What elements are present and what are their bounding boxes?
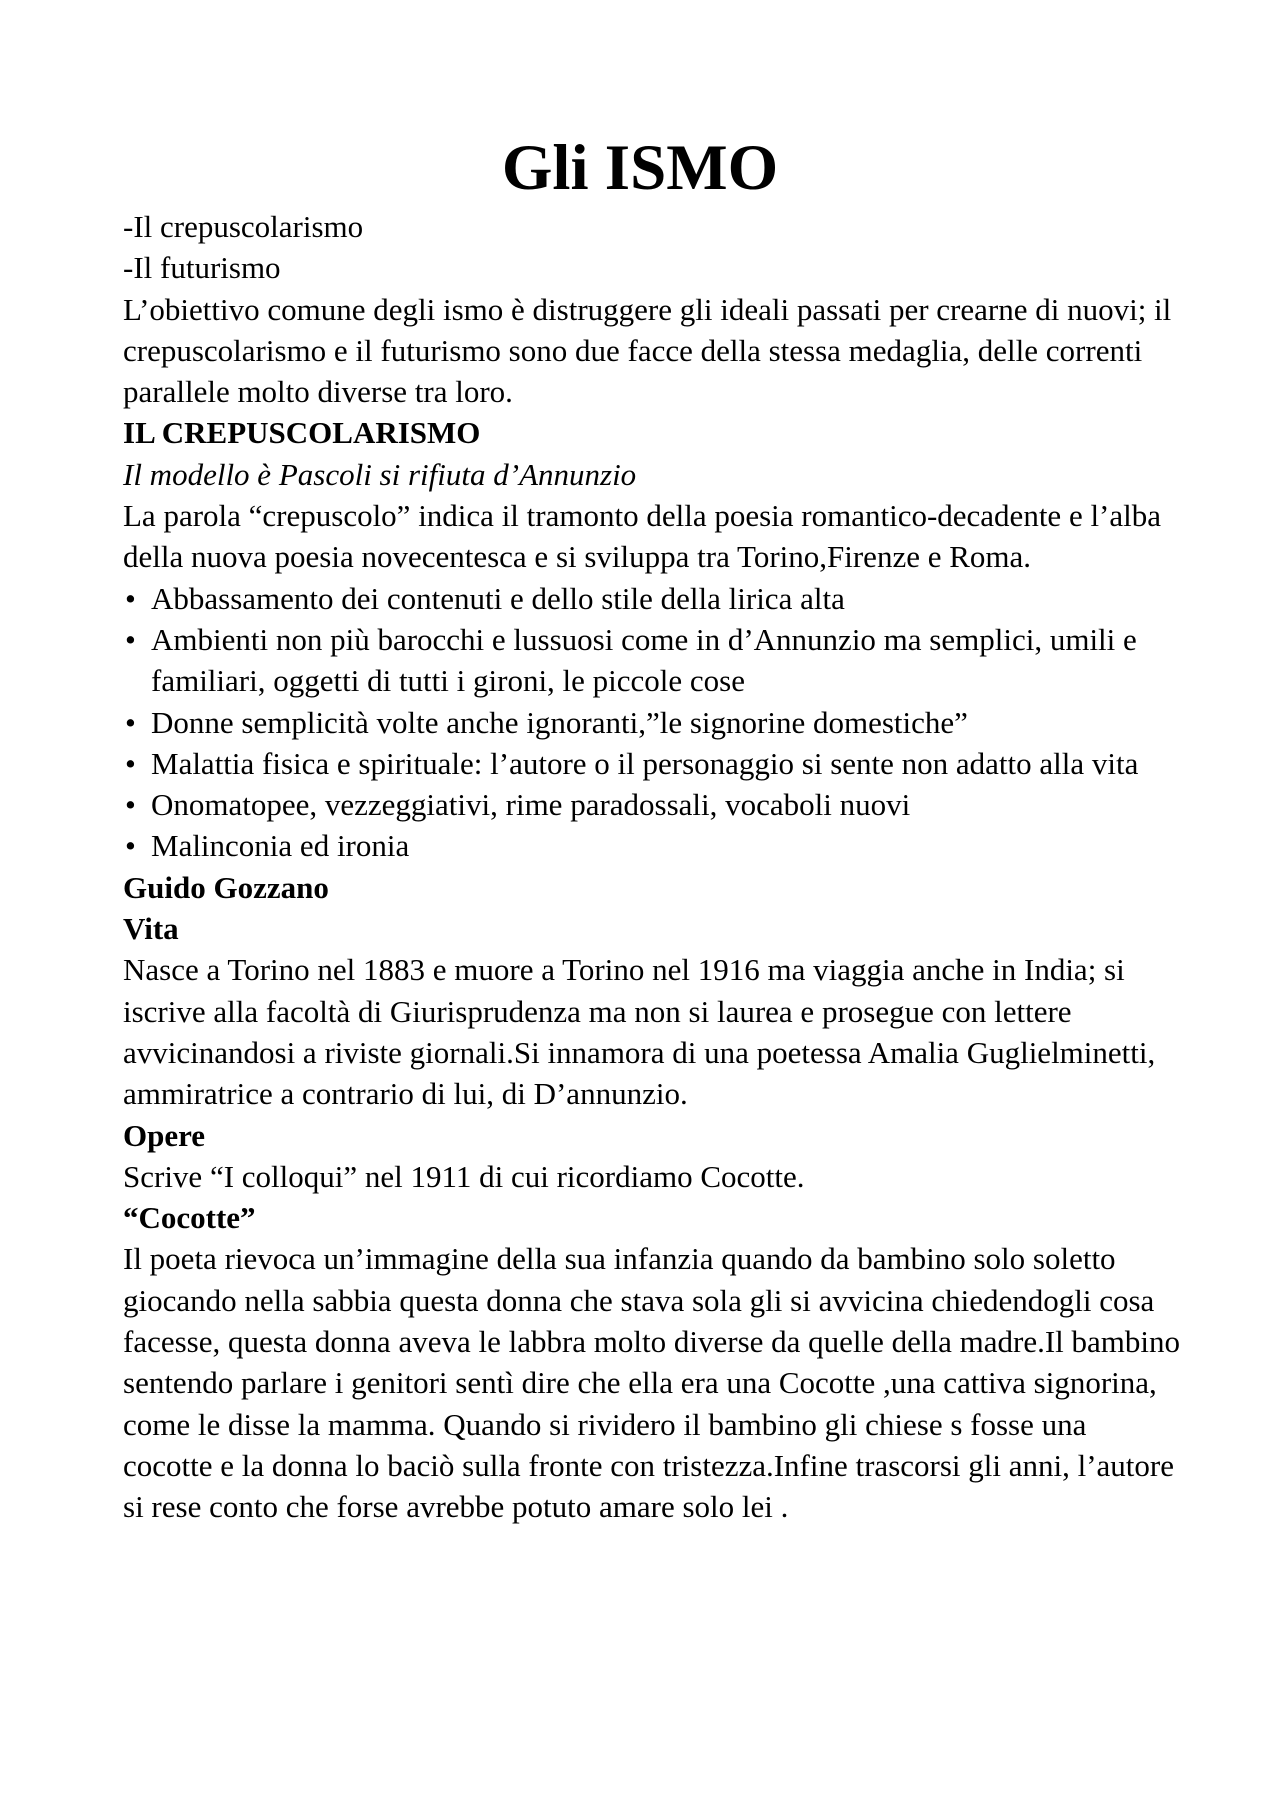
bullet-item (123, 702, 1183, 743)
section-paragraph: La parola “crepuscolo” indica il tramonto della poesia romantico-decadente e l’alba della nuova poesia novecentesca e si sviluppa tra Torino,Firenze e Roma. (123, 498, 1162, 575)
bullet-icon: • (125, 745, 136, 781)
intro-paragraph: L’obiettivo comune degli ismo è distruggere gli ideali passati per crearne di nuovi; il crepuscolarismo e il futurismo sono due facce della stessa medaglia, delle correnti parallele molto diverse tra loro. (123, 291, 1172, 410)
bullet-item (123, 578, 1183, 619)
bullet-text: Donne semplicità volte anche ignoranti,”le signorine domestiche” (151, 704, 968, 740)
intro-list-item: -Il futurismo (123, 250, 281, 286)
bullet-icon: • (125, 828, 136, 864)
bullet-item (123, 784, 1183, 825)
page-title: Gli ISMO (501, 132, 779, 204)
intro-list-item: -Il crepuscolarismo (123, 209, 364, 244)
vita-paragraph: Nasce a Torino nel 1883 e muore a Torino nel 1916 ma viaggia anche in India; si iscrive alla facoltà di Giurisprudenza ma non si laurea e prosegue con lettere avvicinandosi a riviste giornali.Si innamora di una poetessa Amalia Guglielminetti, ammiratrice a contrario di lui, di D’annunzio. (123, 952, 1156, 1112)
section-heading: IL CREPUSCOLARISMO (123, 415, 481, 451)
opere-paragraph: Scrive “I colloqui” nel 1911 di cui ricordiamo Cocotte. (123, 1158, 805, 1194)
document-body (123, 206, 1183, 1528)
cocotte-paragraph: Il poeta rievoca un’immagine della sua infanzia quando da bambino solo soletto giocando nella sabbia questa donna che stava sola gli si avvicina chiedendogli cosa facesse, questa donna aveva le labbra molto diverse da quelle della madre.Il bambino sentendo parlare i genitori sentì dire che ella era una Cocotte ,una cattiva signorina, come le disse la mamma. Quando si rividero il bambino gli chiese s fosse una cocotte e la donna lo baciò sulla fronte con tristezza.Infine trascorsi gli anni, l’autore si rese conto che forse avrebbe potuto amare solo lei . (123, 1241, 1181, 1525)
feature-bullet-list (123, 578, 1183, 867)
vita-heading: Vita (123, 911, 179, 947)
bullet-text: Malattia fisica e spirituale: l’autore o il personaggio si sente non adatto alla vita (151, 745, 1139, 781)
cocotte-heading: “Cocotte” (123, 1200, 256, 1236)
opere-heading: Opere (123, 1117, 206, 1153)
bullet-icon: • (125, 704, 136, 740)
bullet-item (123, 743, 1183, 784)
bullet-item (123, 825, 1183, 866)
bullet-text: Malinconia ed ironia (151, 828, 410, 864)
bullet-icon: • (125, 621, 136, 657)
bullet-text: Onomatopee, vezzeggiativi, rime paradossali, vocaboli nuovi (151, 787, 911, 823)
bullet-icon: • (125, 787, 136, 823)
bullet-icon: • (125, 580, 136, 616)
bullet-text: Ambienti non più barocchi e lussuosi come in d’Annunzio ma semplici, umili e familiari, oggetti di tutti i gironi, le piccole cose (151, 621, 1137, 699)
section-subtitle: Il modello è Pascoli si rifiuta d’Annunzio (123, 456, 637, 492)
bullet-item (123, 619, 1183, 702)
bullet-text: Abbassamento dei contenuti e dello stile della lirica alta (151, 580, 845, 616)
author-heading: Guido Gozzano (123, 869, 329, 905)
